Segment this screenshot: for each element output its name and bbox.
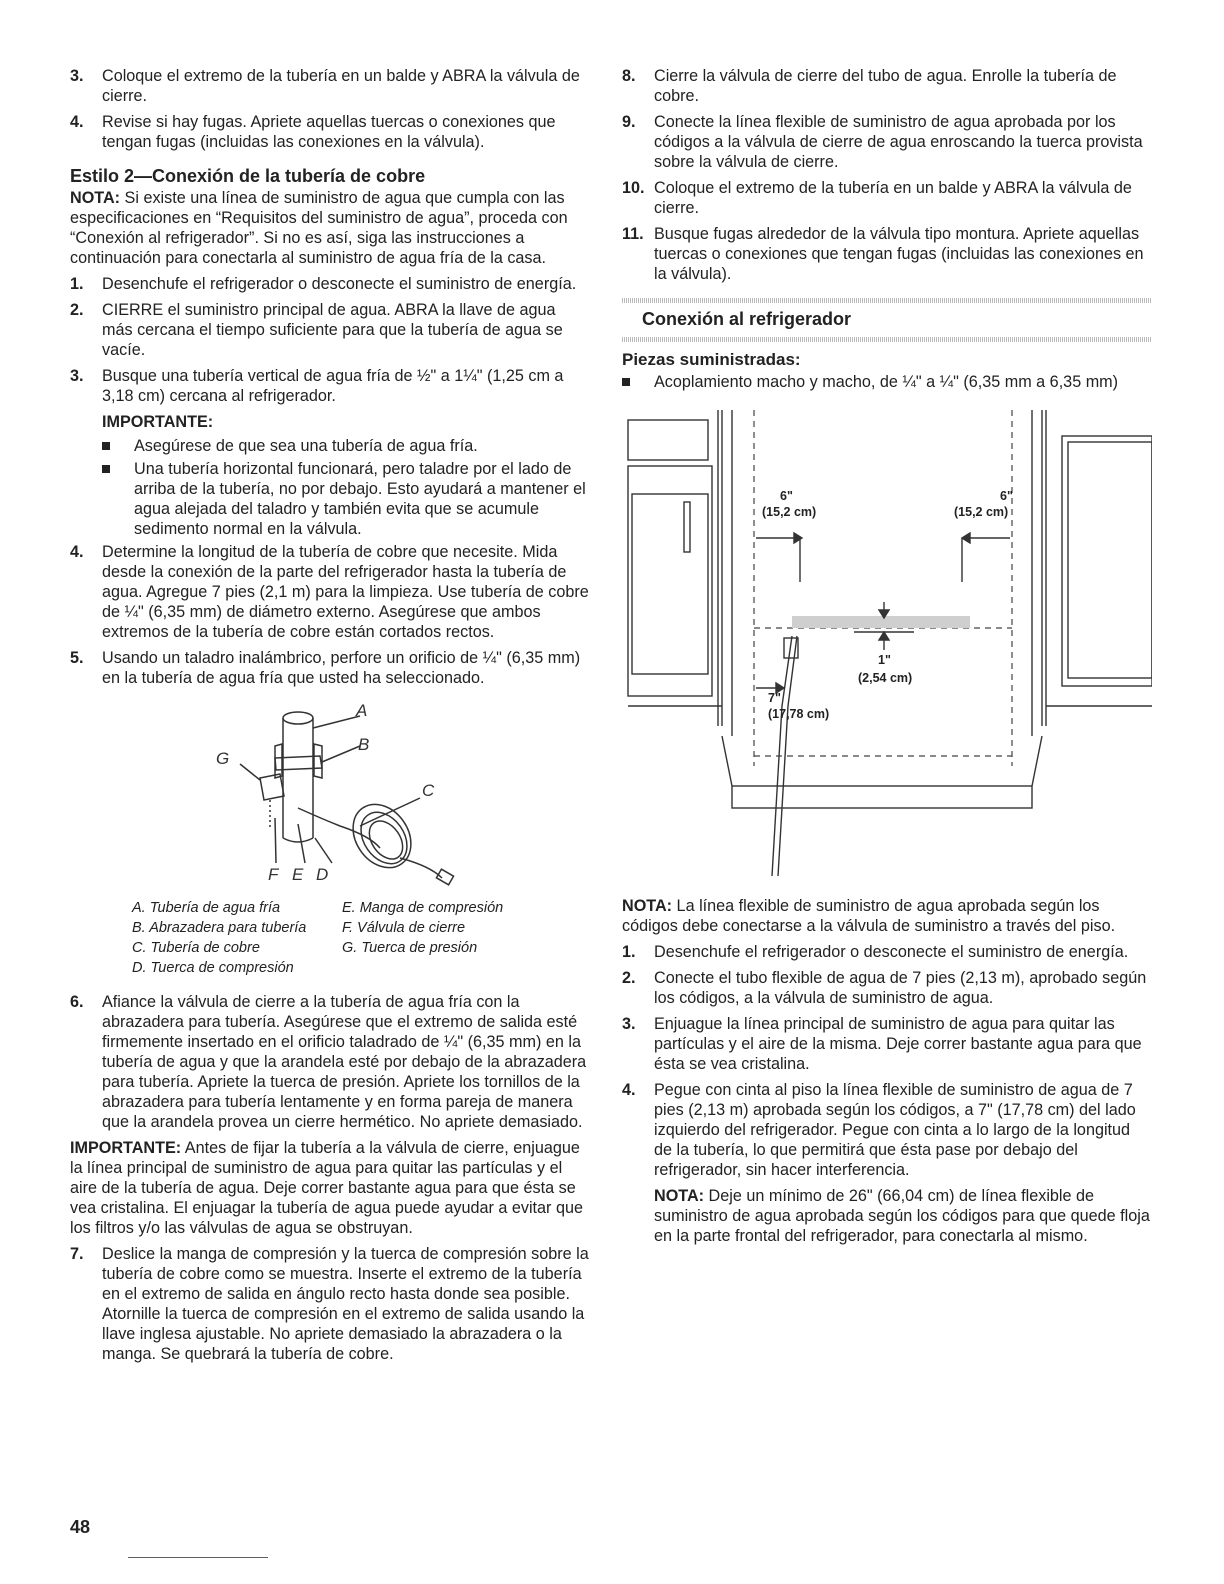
list-item [70,1244,590,1364]
label-e: E [292,865,304,884]
step-number: 2. [70,301,84,319]
step-text: Usando un taladro inalámbrico, perfore un orificio de ¼" (6,35 mm) en la tubería de agua fría que usted ha seleccionado. [102,649,581,687]
label-c: C [422,781,435,800]
legend-item: E. Manga de compresión [342,900,504,916]
step-text: Busque una tubería vertical de agua fría de ½" a 1¼" (1,25 cm a 3,18 cm) cercana al refrigerador. [102,367,564,405]
importante-heading: IMPORTANTE: [102,413,214,431]
label-b: B [358,735,370,754]
list-item [70,648,590,688]
bullet-text: Una tubería horizontal funcionará, pero taladre por el lado de arriba de la tubería, no por debajo. Esto ayudará a mantener el agua alejada del taladro y también evita que se acumule sedimento normal en la válvula. [134,460,586,538]
bullet-item [102,436,590,456]
step-number: 1. [70,275,84,293]
bullet-item [102,459,590,539]
nota-text: Si existe una línea de suministro de agua que cumpla con las especificaciones en “Requisitos del suministro de agua”, proceda con “Conexión al refrigerador”. Si no es así, siga las instrucciones a continuación para conectarla al suministro de agua fría de la casa. [70,189,568,267]
list-item [70,542,590,642]
step-number: 9. [622,113,636,131]
legend-item: G. Tuerca de presión [342,940,478,956]
valve-diagram [70,698,590,898]
step-text: Coloque el extremo de la tubería en un balde y ABRA la válvula de cierre. [102,67,580,105]
list-item [622,1080,1152,1180]
nota-label: NOTA: [70,189,121,207]
bullet-text: Acoplamiento macho y macho, de ¼" a ¼" (6,35 mm a 6,35 mm) [654,373,1119,391]
list-item [70,366,590,406]
list-item [70,300,590,360]
importante-label: IMPORTANTE: [70,1139,182,1157]
step-text: Conecte el tubo flexible de agua de 7 pies (2,13 m), aprobado según los códigos, a la válvula de suministro de agua. [654,969,1147,1007]
list-item [70,274,590,294]
step-text: Desenchufe el refrigerador o desconecte el suministro de energía. [102,275,577,293]
step-number: 3. [70,367,84,385]
legend-item: B. Abrazadera para tubería [132,920,307,936]
step-text: Deslice la manga de compresión y la tuerca de compresión sobre la tubería de cobre como se muestra. Inserte el extremo de la tubería en el extremo de salida en ángulo recto hasta donde sea posible. Atornille la tuerca de compresión en el extremo de salida usando la llave inglesa ajustable. No apriete demasiado la abrazadera o la manga. Se quebrará la tubería de cobre. [102,1245,589,1363]
step-number: 4. [70,543,84,561]
label-g: G [216,749,230,768]
page-number: 48 [70,1517,91,1537]
step-text: Desenchufe el refrigerador o desconecte el suministro de energía. [654,943,1129,961]
step-number: 6. [70,993,84,1011]
dim-left-cm: (15,2 cm) [762,505,817,519]
step-number: 5. [70,649,84,667]
label-d: D [316,865,329,884]
piezas-heading: Piezas suministradas: [622,350,801,369]
refrigerator-diagram-svg [622,406,1152,876]
nota-paragraph [622,896,1152,936]
nota-text: La línea flexible de suministro de agua aprobada según los códigos debe conectarse a la válvula de suministro a través del piso. [622,897,1116,935]
list-item [622,1014,1152,1074]
nota2-paragraph [622,1186,1152,1246]
step-text: Afiance la válvula de cierre a la tubería de agua fría con la abrazadera para tubería. Asegúrese que el extremo de salida esté firmemente insertado en el orificio taladrado de ¼" (6,35 mm) en la tubería de agua y que la arandela esté por debajo de la abrazadera para tubería. Apriete la tuerca de presión. Apriete los tornillos de la abrazadera para tubería lentamente y en forma pareja de manera que la arandela provea un cierre hermético. No apriete demasiado. [102,993,587,1131]
list-item [622,112,1152,172]
list-item [70,66,590,106]
bullet-icon [102,465,110,473]
bullet-text: Asegúrese de que sea una tubería de agua fría. [134,437,478,455]
step-text: Pegue con cinta al piso la línea flexible de suministro de agua de 7 pies (2,13 m) aprobada según los códigos, a 7" (17,78 cm) del lado izquierdo del refrigerador. Pegue con cinta a lo largo de la longitud de la tubería, lo que permitirá que ésta pase por debajo del refrigerador, sin hacer interferencia. [654,1081,1136,1179]
step-number: 10. [622,179,645,197]
legend-item: F. Válvula de cierre [342,920,466,936]
style2-heading: Estilo 2—Conexión de la tubería de cobre [70,166,426,186]
dim-left-inches: 6" [780,489,793,503]
step-number: 4. [622,1081,636,1099]
step-text: Determine la longitud de la tubería de cobre que necesite. Mida desde la conexión de la parte del refrigerador hasta la tubería de agua. Agregue 7 pies (2,1 m) para la limpieza. Use tubería de cobre de ¼" (6,35 mm) de diámetro externo. Asegúrese que ambos extremos de la tubería de cobre están cortados rectos. [102,543,589,641]
legend-item: C. Tubería de cobre [132,940,260,956]
section-header [622,298,1152,342]
list-item [70,112,590,152]
step-number: 3. [70,67,84,85]
bullet-item [622,372,1152,392]
copper-coil [341,793,423,879]
bullet-icon [622,378,630,386]
left-cabinet-upper [628,420,708,460]
valve-diagram-svg [70,698,590,898]
dim-side-inches: 7" [768,691,781,705]
water-line-hatch [792,616,970,628]
refrigerator-diagram [622,406,1152,886]
dim-gap-cm: (2,54 cm) [858,671,913,685]
list-item [622,178,1152,218]
label-a: A [356,701,368,720]
legend-item: A. Tubería de agua fría [132,900,281,916]
legend-item: D. Tuerca de compresión [132,960,294,976]
shutoff-valve [260,774,284,800]
step-number: 7. [70,1245,84,1263]
step-number: 2. [622,969,636,987]
left-cabinet-lower [628,466,712,696]
step-number: 3. [622,1015,636,1033]
step-text: Revise si hay fugas. Apriete aquellas tuercas o conexiones que tengan fugas (incluidas las conexiones en la válvula). [102,113,556,151]
section-rule-top [622,298,1152,303]
label-f: F [268,865,279,884]
nota-label: NOTA: [622,897,673,915]
step-text: Busque fugas alrededor de la válvula tipo montura. Apriete aquellas tuercas o conexiones que tengan fugas (incluidas las conexiones en la válvula). [654,225,1144,283]
dim-side-cm: (17,78 cm) [768,707,830,721]
importante-paragraph [70,1138,590,1238]
pipe-top [283,712,313,724]
list-item [622,66,1152,106]
nota-paragraph [70,188,590,268]
step-text: Conecte la línea flexible de suministro de agua aprobada por los códigos a la válvula de cierre de agua enroscando la tuerca provista sobre la válvula de cierre. [654,113,1143,171]
nota2-text: Deje un mínimo de 26" (66,04 cm) de línea flexible de suministro de agua aprobada según los códigos para que quede floja en la parte frontal del refrigerador, para conectarla al mismo. [654,1187,1150,1245]
importante-block [70,412,590,539]
list-item [70,992,590,1132]
footer-rule [128,1557,268,1558]
left-column [70,66,590,1370]
step-text: CIERRE el suministro principal de agua. ABRA la llave de agua más cercana el tiempo suficiente para que la tubería de agua se vacíe. [102,301,563,359]
right-column [622,66,1152,1246]
step-text: Enjuague la línea principal de suministro de agua para quitar las partículas y el aire de la misma. Deje correr bastante agua para que ésta se vea cristalina. [654,1015,1142,1073]
step-number: 1. [622,943,636,961]
step-number: 4. [70,113,84,131]
list-item [622,968,1152,1008]
dim-right-cm: (15,2 cm) [954,505,1009,519]
section-title: Conexión al refrigerador [642,309,852,329]
step-number: 8. [622,67,636,85]
step-number: 11. [622,225,644,243]
right-cabinet [1062,436,1152,686]
list-item [622,942,1152,962]
dim-gap-inches: 1" [878,653,891,667]
importante-text: Antes de fijar la tubería a la válvula de cierre, enjuague la línea principal de suministro de agua para quitar las partículas y el aire de la tubería de agua. Deje correr bastante agua para que ésta se vea cristalina. El enjuagar la tubería de agua puede ayudar a evitar que los filtros y/o las válvulas de agua se obstruyan. [70,1139,583,1237]
nota2-label: NOTA: [654,1187,705,1205]
figure-legend [70,898,590,978]
step-text: Cierre la válvula de cierre del tubo de agua. Enrolle la tubería de cobre. [654,67,1117,105]
step-text: Coloque el extremo de la tubería en un balde y ABRA la válvula de cierre. [654,179,1132,217]
list-item [622,224,1152,284]
dim-right-inches: 6" [1000,489,1013,503]
bullet-icon [102,442,110,450]
section-rule-bottom [622,337,1152,342]
